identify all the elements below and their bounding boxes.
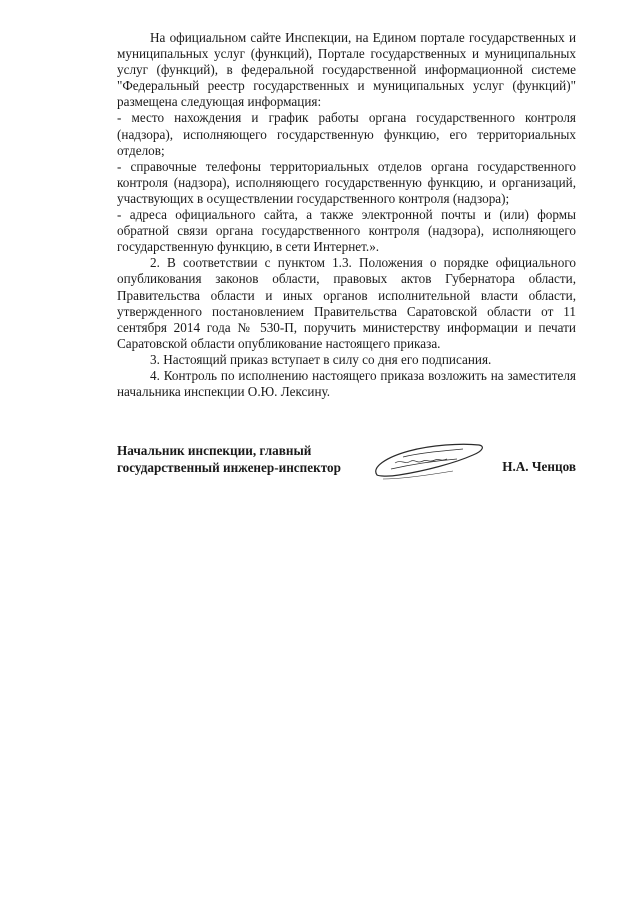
signatory-title-line-2: государственный инженер-инспектор [117,459,341,475]
list-item-location: - место нахождения и график работы органа государственного контроля (надзора), исполняющего государственную функцию, его территориальных отделов; [117,110,576,158]
paragraph-item-2: 2. В соответствии с пунктом 1.3. Положения о порядке официального опубликования законов области, правовых актов Губернатора области, Правительства области и иных органов исполнительной власти области, утвержденного постановлением Правительства Саратовской области от 11 сентября 2014 года № 530-П, поручить министерству информации и печати Саратовской области опубликование настоящего приказа. [117,255,576,351]
document-body [117,30,576,400]
handwritten-signature [369,439,489,485]
signatory-name: Н.А. Ченцов [502,459,576,474]
signature-block [117,443,576,493]
list-item-phones: - справочные телефоны территориальных отделов органа государственного контроля (надзора), исполняющего государственную функцию, и организаций, участвующих в осуществлении государственного контроля (надзора); [117,158,576,206]
paragraph-info-placement: На официальном сайте Инспекции, на Едином портале государственных и муниципальных услуг (функций), Портале государственных и муниципальных услуг (функций), в федеральной государственной информационной системе "Федеральный реестр государственных и муниципальных услуг (функций)" размещена следующая информация: [117,30,576,110]
signatory-title-line-1: Начальник инспекции, главный [117,443,312,458]
signatory-title [117,443,341,476]
paragraph-item-3: 3. Настоящий приказ вступает в силу со дня его подписания. [150,351,492,367]
list-item-addresses: - адреса официального сайта, а также электронной почты и (или) формы обратной связи органа государственного контроля (надзора), исполняющего государственную функцию, в сети Интернет.». [117,207,576,255]
paragraph-item-4: 4. Контроль по исполнению настоящего приказа возложить на заместителя начальника инспекции О.Ю. Лексину. [117,367,576,400]
